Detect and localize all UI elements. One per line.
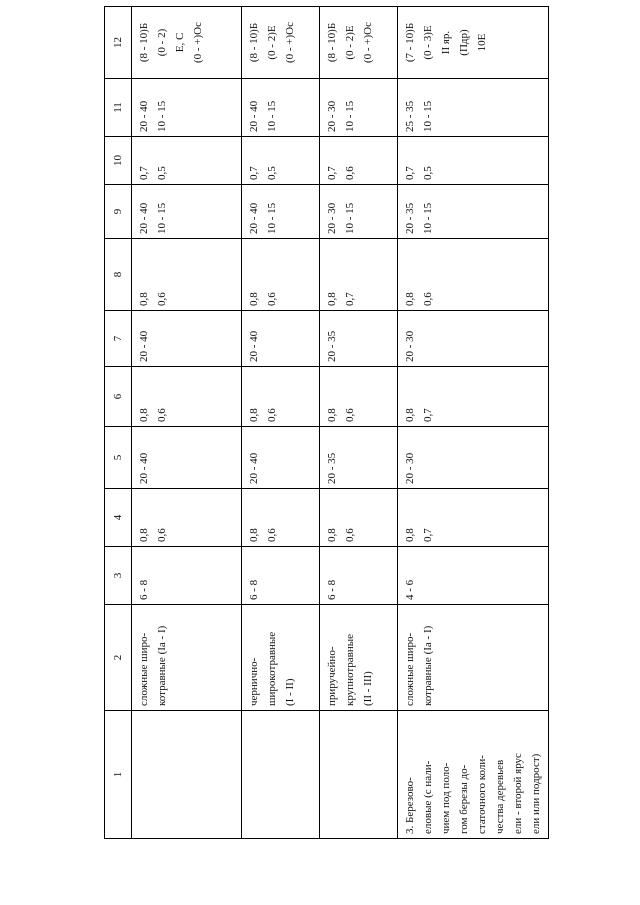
table-cell-col-4 — [398, 489, 549, 547]
cell-line: (0 - 2)Е — [266, 25, 278, 60]
cell-line: 10 - 15 — [344, 202, 356, 234]
cell-line: 0,8 — [248, 408, 260, 422]
table-row — [132, 7, 242, 839]
cell-line: (Пдр) — [458, 29, 470, 56]
cell-line: сложные широ- — [138, 632, 150, 706]
cell-line: 0,8 — [138, 528, 150, 542]
cell-line: 0,8 — [248, 292, 260, 306]
cell-line: 0,7 — [344, 292, 356, 306]
header-row — [105, 7, 132, 839]
table-row — [398, 7, 549, 839]
cell-line: приручейно- — [326, 646, 338, 706]
cell-line: 10 - 15 — [422, 202, 434, 234]
cell-line: ели - второй ярус — [512, 753, 524, 834]
table-cell-col-11 — [242, 79, 320, 137]
table-cell-col-1 — [398, 711, 549, 839]
cell-line: 10 - 15 — [266, 100, 278, 132]
table-cell-col-10 — [398, 137, 549, 185]
column-header-4: 4 — [105, 489, 132, 547]
cell-line: чества деревьев — [494, 759, 506, 834]
cell-line: (0 - 2) — [156, 28, 168, 57]
table-cell-col-9 — [320, 185, 398, 239]
cell-line: 0,6 — [266, 528, 278, 542]
column-header-2: 2 — [105, 605, 132, 711]
cell-line: гом березы до- — [458, 764, 470, 834]
cell-line: 20 - 40 — [138, 202, 150, 234]
cell-line: 4 - 6 — [404, 579, 416, 600]
forest-table — [104, 6, 549, 839]
cell-line: (0 - +)Ос — [284, 21, 296, 64]
table-cell-col-8 — [242, 239, 320, 311]
cell-line: (I - II) — [284, 678, 296, 706]
table-cell-col-9 — [242, 185, 320, 239]
cell-line: II яр. — [440, 30, 452, 55]
column-header-7: 7 — [105, 311, 132, 367]
table-cell-col-12 — [320, 7, 398, 79]
cell-line: 0,8 — [404, 408, 416, 422]
cell-line: 0,5 — [422, 166, 434, 180]
table-row — [320, 7, 398, 839]
cell-line: 0,6 — [156, 292, 168, 306]
cell-line: 0,8 — [248, 528, 260, 542]
table-cell-col-10 — [242, 137, 320, 185]
table-cell-col-2 — [320, 605, 398, 711]
cell-line: 0,8 — [326, 528, 338, 542]
cell-line: статочного коли- — [476, 755, 488, 834]
cell-line: 20 - 30 — [404, 452, 416, 484]
cell-line: 20 - 40 — [248, 452, 260, 484]
cell-line: 20 - 30 — [404, 330, 416, 362]
cell-line: широкотравные — [266, 631, 278, 706]
table-body — [132, 7, 549, 839]
table-cell-col-2 — [132, 605, 242, 711]
cell-line: 0,8 — [404, 528, 416, 542]
cell-line: 0,8 — [326, 408, 338, 422]
table-cell-col-7 — [320, 311, 398, 367]
cell-line: 0,6 — [156, 408, 168, 422]
table-cell-col-2 — [242, 605, 320, 711]
table-cell-col-12 — [398, 7, 549, 79]
cell-line: 0,6 — [344, 166, 356, 180]
cell-line: (0 - +)Ос — [362, 21, 374, 64]
table-cell-col-1 — [132, 711, 242, 839]
cell-line: чернично- — [248, 657, 260, 706]
cell-line: 0,6 — [344, 528, 356, 542]
table-cell-col-6 — [132, 367, 242, 427]
cell-line: 0,8 — [326, 292, 338, 306]
cell-line: (8 - 10)Б — [138, 22, 150, 63]
table-cell-col-5 — [398, 427, 549, 489]
table-cell-col-4 — [320, 489, 398, 547]
table-cell-col-2 — [398, 605, 549, 711]
table-cell-col-6 — [320, 367, 398, 427]
table-cell-col-1 — [320, 711, 398, 839]
cell-line: (II - III) — [362, 671, 374, 706]
column-header-3: 3 — [105, 547, 132, 605]
cell-line: (7 - 10)Б — [404, 22, 416, 63]
table-cell-col-11 — [320, 79, 398, 137]
cell-line: 20 - 35 — [404, 202, 416, 234]
column-header-5: 5 — [105, 427, 132, 489]
table-cell-col-12 — [242, 7, 320, 79]
cell-line: (0 - +)Ос — [192, 21, 204, 64]
cell-line: (0 - 2)Е — [344, 25, 356, 60]
cell-line: еловые (с нали- — [422, 760, 434, 834]
column-header-8: 8 — [105, 239, 132, 311]
table-cell-col-10 — [320, 137, 398, 185]
cell-line: 0,5 — [156, 166, 168, 180]
table-cell-col-8 — [398, 239, 549, 311]
table-cell-col-5 — [242, 427, 320, 489]
table-cell-col-3 — [320, 547, 398, 605]
table-cell-col-12 — [132, 7, 242, 79]
cell-line: котравные (Ia - I) — [156, 625, 168, 706]
rotated-table-container — [104, 21, 542, 839]
cell-line: 0,7 — [422, 408, 434, 422]
table-cell-col-7 — [242, 311, 320, 367]
cell-line: 20 - 40 — [248, 202, 260, 234]
table-cell-col-4 — [132, 489, 242, 547]
cell-line: 3. Березово- — [404, 777, 416, 834]
cell-line: 0,6 — [422, 292, 434, 306]
cell-line: 25 - 35 — [404, 100, 416, 132]
table-cell-col-4 — [242, 489, 320, 547]
column-header-12: 12 — [105, 7, 132, 79]
cell-line: 20 - 40 — [248, 100, 260, 132]
table-cell-col-5 — [320, 427, 398, 489]
table-row — [242, 7, 320, 839]
column-header-1: 1 — [105, 711, 132, 839]
cell-line: ели или подрост) — [530, 753, 542, 834]
cell-line: 20 - 40 — [138, 330, 150, 362]
table-cell-col-9 — [398, 185, 549, 239]
table-cell-col-3 — [242, 547, 320, 605]
cell-line: (0 - 3)Е — [422, 25, 434, 60]
cell-line: котравные (Ia - I) — [422, 625, 434, 706]
cell-line: 6 - 8 — [138, 579, 150, 600]
cell-line: 0,6 — [156, 528, 168, 542]
cell-line: 10Е — [476, 33, 488, 52]
cell-line: 10 - 15 — [266, 202, 278, 234]
column-header-10: 10 — [105, 137, 132, 185]
table-cell-col-11 — [398, 79, 549, 137]
cell-line: 0,7 — [404, 166, 416, 180]
table-cell-col-6 — [242, 367, 320, 427]
column-header-9: 9 — [105, 185, 132, 239]
table-cell-col-3 — [398, 547, 549, 605]
cell-line: Е, С — [174, 32, 186, 53]
cell-line: 6 - 8 — [326, 579, 338, 600]
cell-line: 0,8 — [138, 292, 150, 306]
table-cell-col-3 — [132, 547, 242, 605]
cell-line: 10 - 15 — [156, 202, 168, 234]
cell-line: сложные широ- — [404, 632, 416, 706]
table-cell-col-7 — [132, 311, 242, 367]
cell-line: 20 - 40 — [248, 330, 260, 362]
table-cell-col-1 — [242, 711, 320, 839]
cell-line: 6 - 8 — [248, 579, 260, 600]
cell-line: 0,6 — [266, 408, 278, 422]
cell-line: 20 - 35 — [326, 452, 338, 484]
cell-line: (8 - 10)Б — [326, 22, 338, 63]
cell-line: 0,8 — [138, 408, 150, 422]
table-cell-col-8 — [132, 239, 242, 311]
cell-line: 20 - 40 — [138, 100, 150, 132]
table-cell-col-10 — [132, 137, 242, 185]
table-cell-col-11 — [132, 79, 242, 137]
cell-line: 20 - 40 — [138, 452, 150, 484]
cell-line: 20 - 30 — [326, 202, 338, 234]
cell-line: 0,7 — [326, 166, 338, 180]
column-header-6: 6 — [105, 367, 132, 427]
cell-line: 0,5 — [266, 166, 278, 180]
cell-line: (8 - 10)Б — [248, 22, 260, 63]
cell-line: 20 - 35 — [326, 330, 338, 362]
cell-line: 0,7 — [138, 166, 150, 180]
cell-line: 10 - 15 — [422, 100, 434, 132]
cell-line: 10 - 15 — [344, 100, 356, 132]
cell-line: 20 - 30 — [326, 100, 338, 132]
cell-line: чием под поло- — [440, 762, 452, 834]
cell-line: 0,8 — [404, 292, 416, 306]
cell-line: 0,6 — [266, 292, 278, 306]
table-cell-col-8 — [320, 239, 398, 311]
table-cell-col-6 — [398, 367, 549, 427]
table-cell-col-7 — [398, 311, 549, 367]
table-cell-col-5 — [132, 427, 242, 489]
cell-line: крупнотравные — [344, 633, 356, 706]
table-cell-col-9 — [132, 185, 242, 239]
column-header-11: 11 — [105, 79, 132, 137]
cell-line: 0,7 — [248, 166, 260, 180]
cell-line: 10 - 15 — [156, 100, 168, 132]
cell-line: 0,7 — [422, 528, 434, 542]
cell-line: 0,6 — [344, 408, 356, 422]
